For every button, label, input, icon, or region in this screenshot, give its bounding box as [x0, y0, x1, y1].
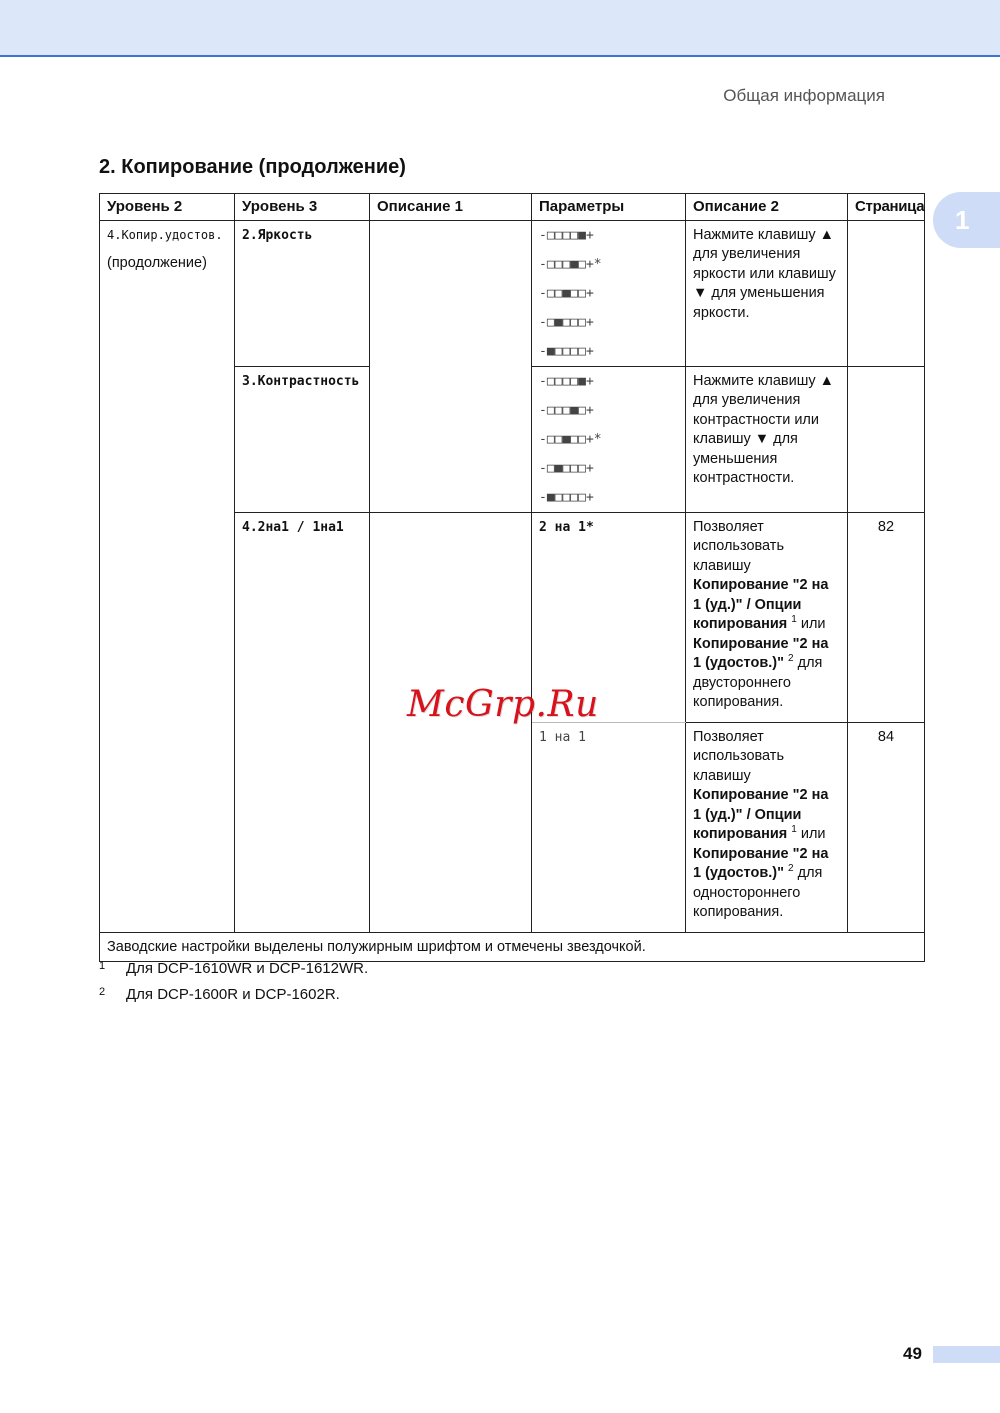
bottom-band [933, 1346, 1000, 1363]
desc1-cell [370, 220, 532, 512]
factory-settings-note: Заводские настройки выделены полужирным шрифтом и отмечены звездочкой. [100, 932, 925, 962]
option-value: -□■□□□+ [539, 460, 594, 476]
watermark: McGrp.Ru [407, 684, 599, 725]
running-header: Общая информация [723, 86, 885, 105]
option-value: -□□□■□+* [539, 256, 602, 272]
table-header-row [100, 194, 925, 221]
settings-table [99, 193, 925, 962]
page-number: 49 [903, 1344, 922, 1363]
option-value: -□□□□■+ [539, 227, 594, 243]
option-value: -□□□■□+ [539, 402, 594, 418]
page-cell: 82 [848, 512, 925, 722]
option-value: -□□□□■+ [539, 373, 594, 389]
col-header: Описание 1 [370, 194, 532, 221]
page-cell [848, 220, 925, 366]
options-cell [532, 220, 686, 366]
option-value: 1 на 1 [539, 729, 586, 745]
options-cell [532, 722, 686, 932]
table-footer-row [100, 932, 925, 962]
desc2-cell: Нажмите клавишу ▲ для увеличения яркости или клавишу ▼ для уменьшения яркости. [686, 220, 848, 366]
col-header: Уровень 2 [100, 194, 235, 221]
section-title: 2. Копирование (продолжение) [99, 156, 406, 178]
option-value: -■□□□□+ [539, 489, 594, 505]
level2-cell [100, 220, 235, 932]
level3-cell [235, 220, 370, 366]
col-header: Страница [848, 194, 925, 221]
chapter-tab: 1 [933, 192, 1000, 248]
col-header: Параметры [532, 194, 686, 221]
level3-label: 4.2на1 / 1на1 [242, 519, 344, 535]
page-cell: 84 [848, 722, 925, 932]
footnotes [99, 960, 368, 1012]
col-header: Описание 2 [686, 194, 848, 221]
level2-note: (продолжение) [107, 255, 207, 271]
col-header: Уровень 3 [235, 194, 370, 221]
desc2-cell: Позволяет использовать клавишу Копирование "2 на 1 (уд.)" / Опции копирования $^1$ или Копирование "2 на 1 (удостов.)" $^2$ для двустороннего копирования. [686, 512, 848, 722]
level3-cell [235, 366, 370, 512]
options-cell [532, 366, 686, 512]
footnote: 2 Для DCP-1600R и DCP-1602R. [99, 986, 340, 1003]
option-value: -□□■□□+ [539, 285, 594, 301]
level3-label: 2.Яркость [242, 227, 313, 243]
desc2-cell: Позволяет использовать клавишу Копирование "2 на 1 (уд.)" / Опции копирования $^1$ или Копирование "2 на 1 (удостов.)" $^2$ для одностороннего копирования. [686, 722, 848, 932]
desc2-cell: Нажмите клавишу ▲ для увеличения контрастности или клавишу ▼ для уменьшения контрастности. [686, 366, 848, 512]
page-cell [848, 366, 925, 512]
level2-code: 4.Копир.удостов. [107, 227, 223, 242]
level3-cell [235, 512, 370, 932]
option-value: -■□□□□+ [539, 343, 594, 359]
top-band [0, 0, 1000, 57]
option-value: 2 на 1* [539, 519, 594, 535]
level3-label: 3.Контрастность [242, 373, 360, 389]
option-value: -□□■□□+* [539, 431, 602, 447]
footnote: 1 Для DCP-1610WR и DCP-1612WR. [99, 960, 369, 977]
option-value: -□■□□□+ [539, 314, 594, 330]
table-row [100, 220, 925, 366]
